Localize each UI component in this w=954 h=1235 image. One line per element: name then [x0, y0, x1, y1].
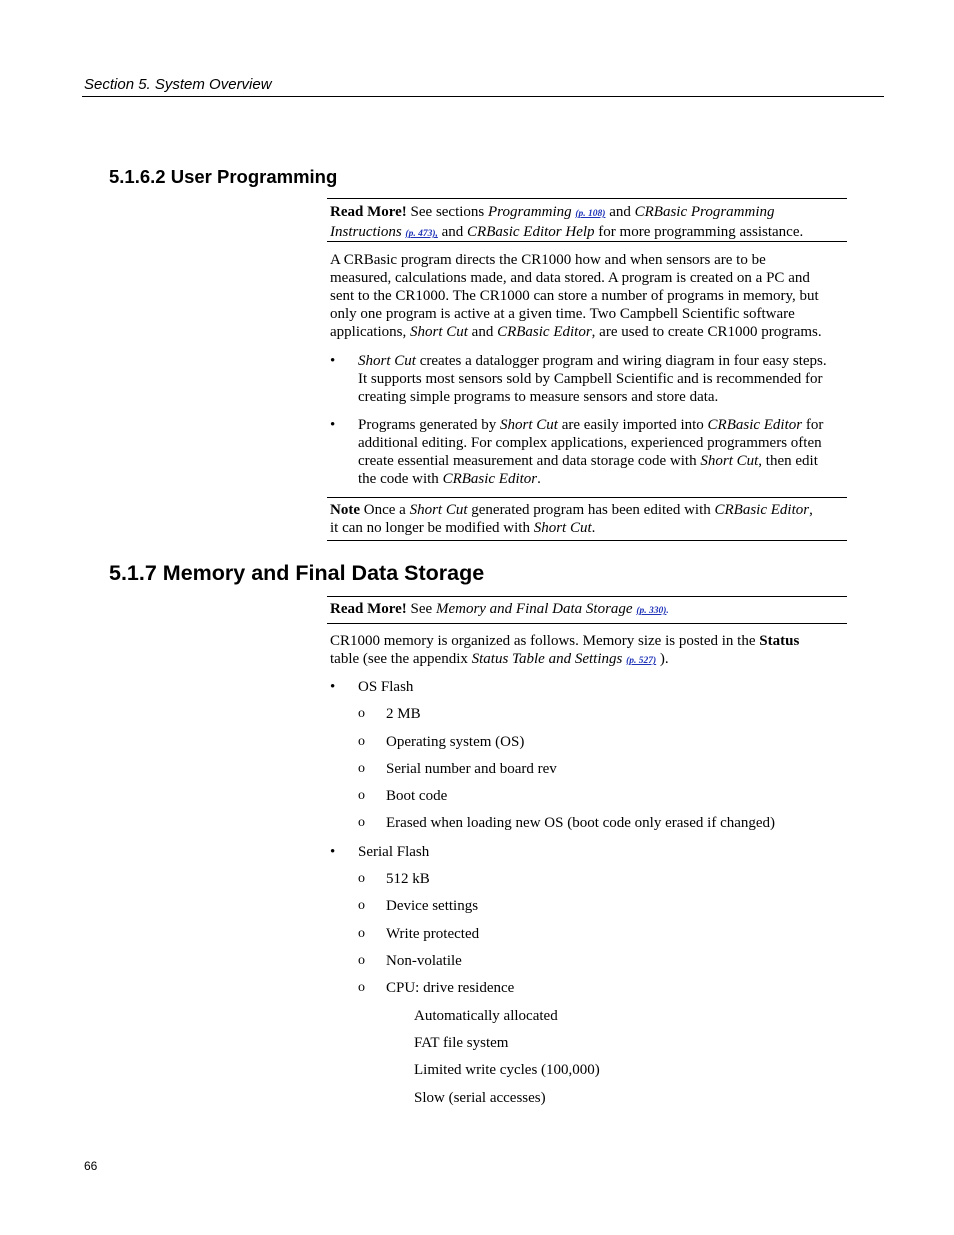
text-run: Programs generated by [358, 417, 501, 433]
list-item-text: 2 MB [386, 706, 421, 722]
text-line: additional editing. For complex applications, experienced programmers often [358, 435, 822, 451]
text-run: , then edit [758, 453, 818, 469]
read-more-text: and [605, 204, 635, 220]
list-item-text: 512 kB [386, 871, 430, 887]
text-run: Short Cut [500, 417, 558, 433]
text-run: . [537, 471, 541, 487]
text-run: Short Cut [533, 520, 592, 536]
paragraph-line: measured, calculations made, and data stored. A program is created on a PC and [330, 270, 810, 286]
sub-bullet-marker: o [358, 871, 365, 886]
text-line: It supports most sensors sold by Campbell Scientific and is recommended for [358, 371, 823, 387]
nested-list-item: Automatically allocated [414, 1008, 558, 1024]
text-run: CRBasic Editor [707, 417, 803, 433]
list-item [358, 814, 838, 832]
text-run: creates a datalogger program and wiring diagram in four easy steps. [415, 353, 827, 369]
text-run: CRBasic Editor [714, 502, 810, 518]
text-run: Short Cut [700, 453, 759, 469]
paragraph-line: only one program is active at a given time. Two Campbell Scientific software [330, 306, 795, 322]
page-number: 66 [84, 1159, 98, 1173]
paragraph-line [330, 323, 850, 341]
text-run: ). [656, 651, 669, 667]
list-item-text: Write protected [386, 926, 480, 942]
text-run: and [467, 324, 498, 340]
read-more-text: for more programming assistance. [594, 224, 804, 240]
text-run: Status Table and Settings [471, 651, 623, 667]
memory-intro-paragraph [330, 632, 850, 670]
text-run: . [591, 520, 596, 536]
page-ref-link[interactable]: (p. 108) [575, 209, 606, 219]
read-more-topic: Programming [488, 204, 572, 220]
page-ref-link[interactable]: (p. 473), [405, 229, 438, 239]
read-more-text: See [406, 601, 436, 617]
sub-bullet-marker: o [358, 926, 365, 941]
read-more-box-programming [327, 198, 847, 242]
text-run: are easily imported into [557, 417, 708, 433]
read-more-text: and [437, 224, 468, 240]
list-item [358, 705, 838, 723]
text-run: create essential measurement and data storage code with [358, 453, 701, 469]
text-run: applications, [330, 324, 410, 340]
sub-bullet-marker: o [358, 953, 365, 968]
text-run: table (see the appendix [330, 651, 472, 667]
sub-bullet-marker: o [358, 980, 365, 995]
bullet-short-cut [330, 352, 850, 412]
heading-user-programming: 5.1.6.2 User Programming [109, 166, 338, 187]
text-run: it can no longer be modified with [330, 520, 534, 536]
text-run: the code with [358, 471, 443, 487]
sub-bullet-marker: o [358, 734, 365, 749]
sub-bullet-marker: o [358, 761, 365, 776]
note-label: Note [330, 502, 360, 518]
paragraph-line: sent to the CR1000. The CR1000 can store a number of programs in memory, but [330, 288, 819, 304]
list-item [358, 870, 838, 888]
page-ref-link[interactable]: (p. 330) [636, 606, 667, 616]
text-run: CR1000 memory is organized as follows. Memory size is posted in the [330, 633, 760, 649]
nested-list-item: Limited write cycles (100,000) [414, 1062, 600, 1078]
bullet-label: Serial Flash [358, 844, 430, 860]
text-run: , [809, 502, 813, 518]
nested-list-item: FAT file system [414, 1035, 509, 1051]
read-more-label: Read More! [330, 204, 407, 220]
header-rule [82, 96, 884, 97]
read-more-topic: CRBasic Programming [634, 204, 775, 220]
bullet-os-flash [330, 678, 850, 696]
sub-bullet-marker: o [358, 788, 365, 803]
text-line: creating simple programs to measure sensors and store data. [358, 389, 719, 405]
intro-paragraph [330, 251, 850, 341]
bullet-import [330, 416, 850, 492]
list-item-text: Non-volatile [386, 953, 462, 969]
bullet-serial-flash [330, 843, 850, 861]
text-run: CRBasic Editor [442, 471, 538, 487]
list-item [358, 787, 838, 805]
bullet-label: OS Flash [358, 679, 414, 695]
read-more-topic: Instructions [330, 224, 402, 240]
text-run: Short Cut [358, 353, 416, 369]
running-header: Section 5. System Overview [84, 76, 272, 93]
list-item-text: Operating system (OS) [386, 734, 525, 750]
list-item [358, 733, 838, 751]
bullet-marker: • [330, 353, 336, 369]
paragraph-line: A CRBasic program directs the CR1000 how and when sensors are to be [330, 252, 766, 268]
text-run: , are used to create CR1000 programs. [591, 324, 822, 340]
text-run: Short Cut [409, 502, 468, 518]
list-item [358, 979, 838, 997]
list-item-text: CPU: drive residence [386, 980, 515, 996]
list-item [358, 952, 838, 970]
text-run: Short Cut [409, 324, 468, 340]
list-item [358, 760, 838, 778]
bullet-marker: • [330, 844, 336, 860]
heading-memory-storage: 5.1.7 Memory and Final Data Storage [109, 561, 485, 585]
list-item-text: Erased when loading new OS (boot code only erased if changed) [386, 815, 776, 831]
read-more-box-memory [327, 596, 847, 624]
list-item-text: Boot code [386, 788, 448, 804]
sub-bullet-marker: o [358, 706, 365, 721]
read-more-topic: Memory and Final Data Storage [435, 601, 633, 617]
nested-list-item: Slow (serial accesses) [414, 1090, 546, 1106]
read-more-topic: CRBasic Editor Help [467, 224, 595, 240]
text-run: CRBasic Editor [497, 324, 592, 340]
read-more-text: See sections [406, 204, 489, 220]
list-item [358, 897, 838, 915]
text-run: generated program has been edited with [467, 502, 715, 518]
page-ref-link[interactable]: (p. 527) [626, 656, 657, 666]
bullet-marker: • [330, 417, 336, 433]
list-item-text: Device settings [386, 898, 479, 914]
sub-bullet-marker: o [358, 898, 365, 913]
note-box [327, 497, 847, 541]
sub-bullet-marker: o [358, 815, 365, 830]
read-more-text: . [666, 606, 669, 616]
read-more-label: Read More! [330, 601, 407, 617]
text-run: Status [759, 633, 800, 649]
list-item [358, 925, 838, 943]
bullet-marker: • [330, 679, 336, 695]
text-run: Once a [360, 502, 410, 518]
list-item-text: Serial number and board rev [386, 761, 557, 777]
text-run: for [802, 417, 824, 433]
